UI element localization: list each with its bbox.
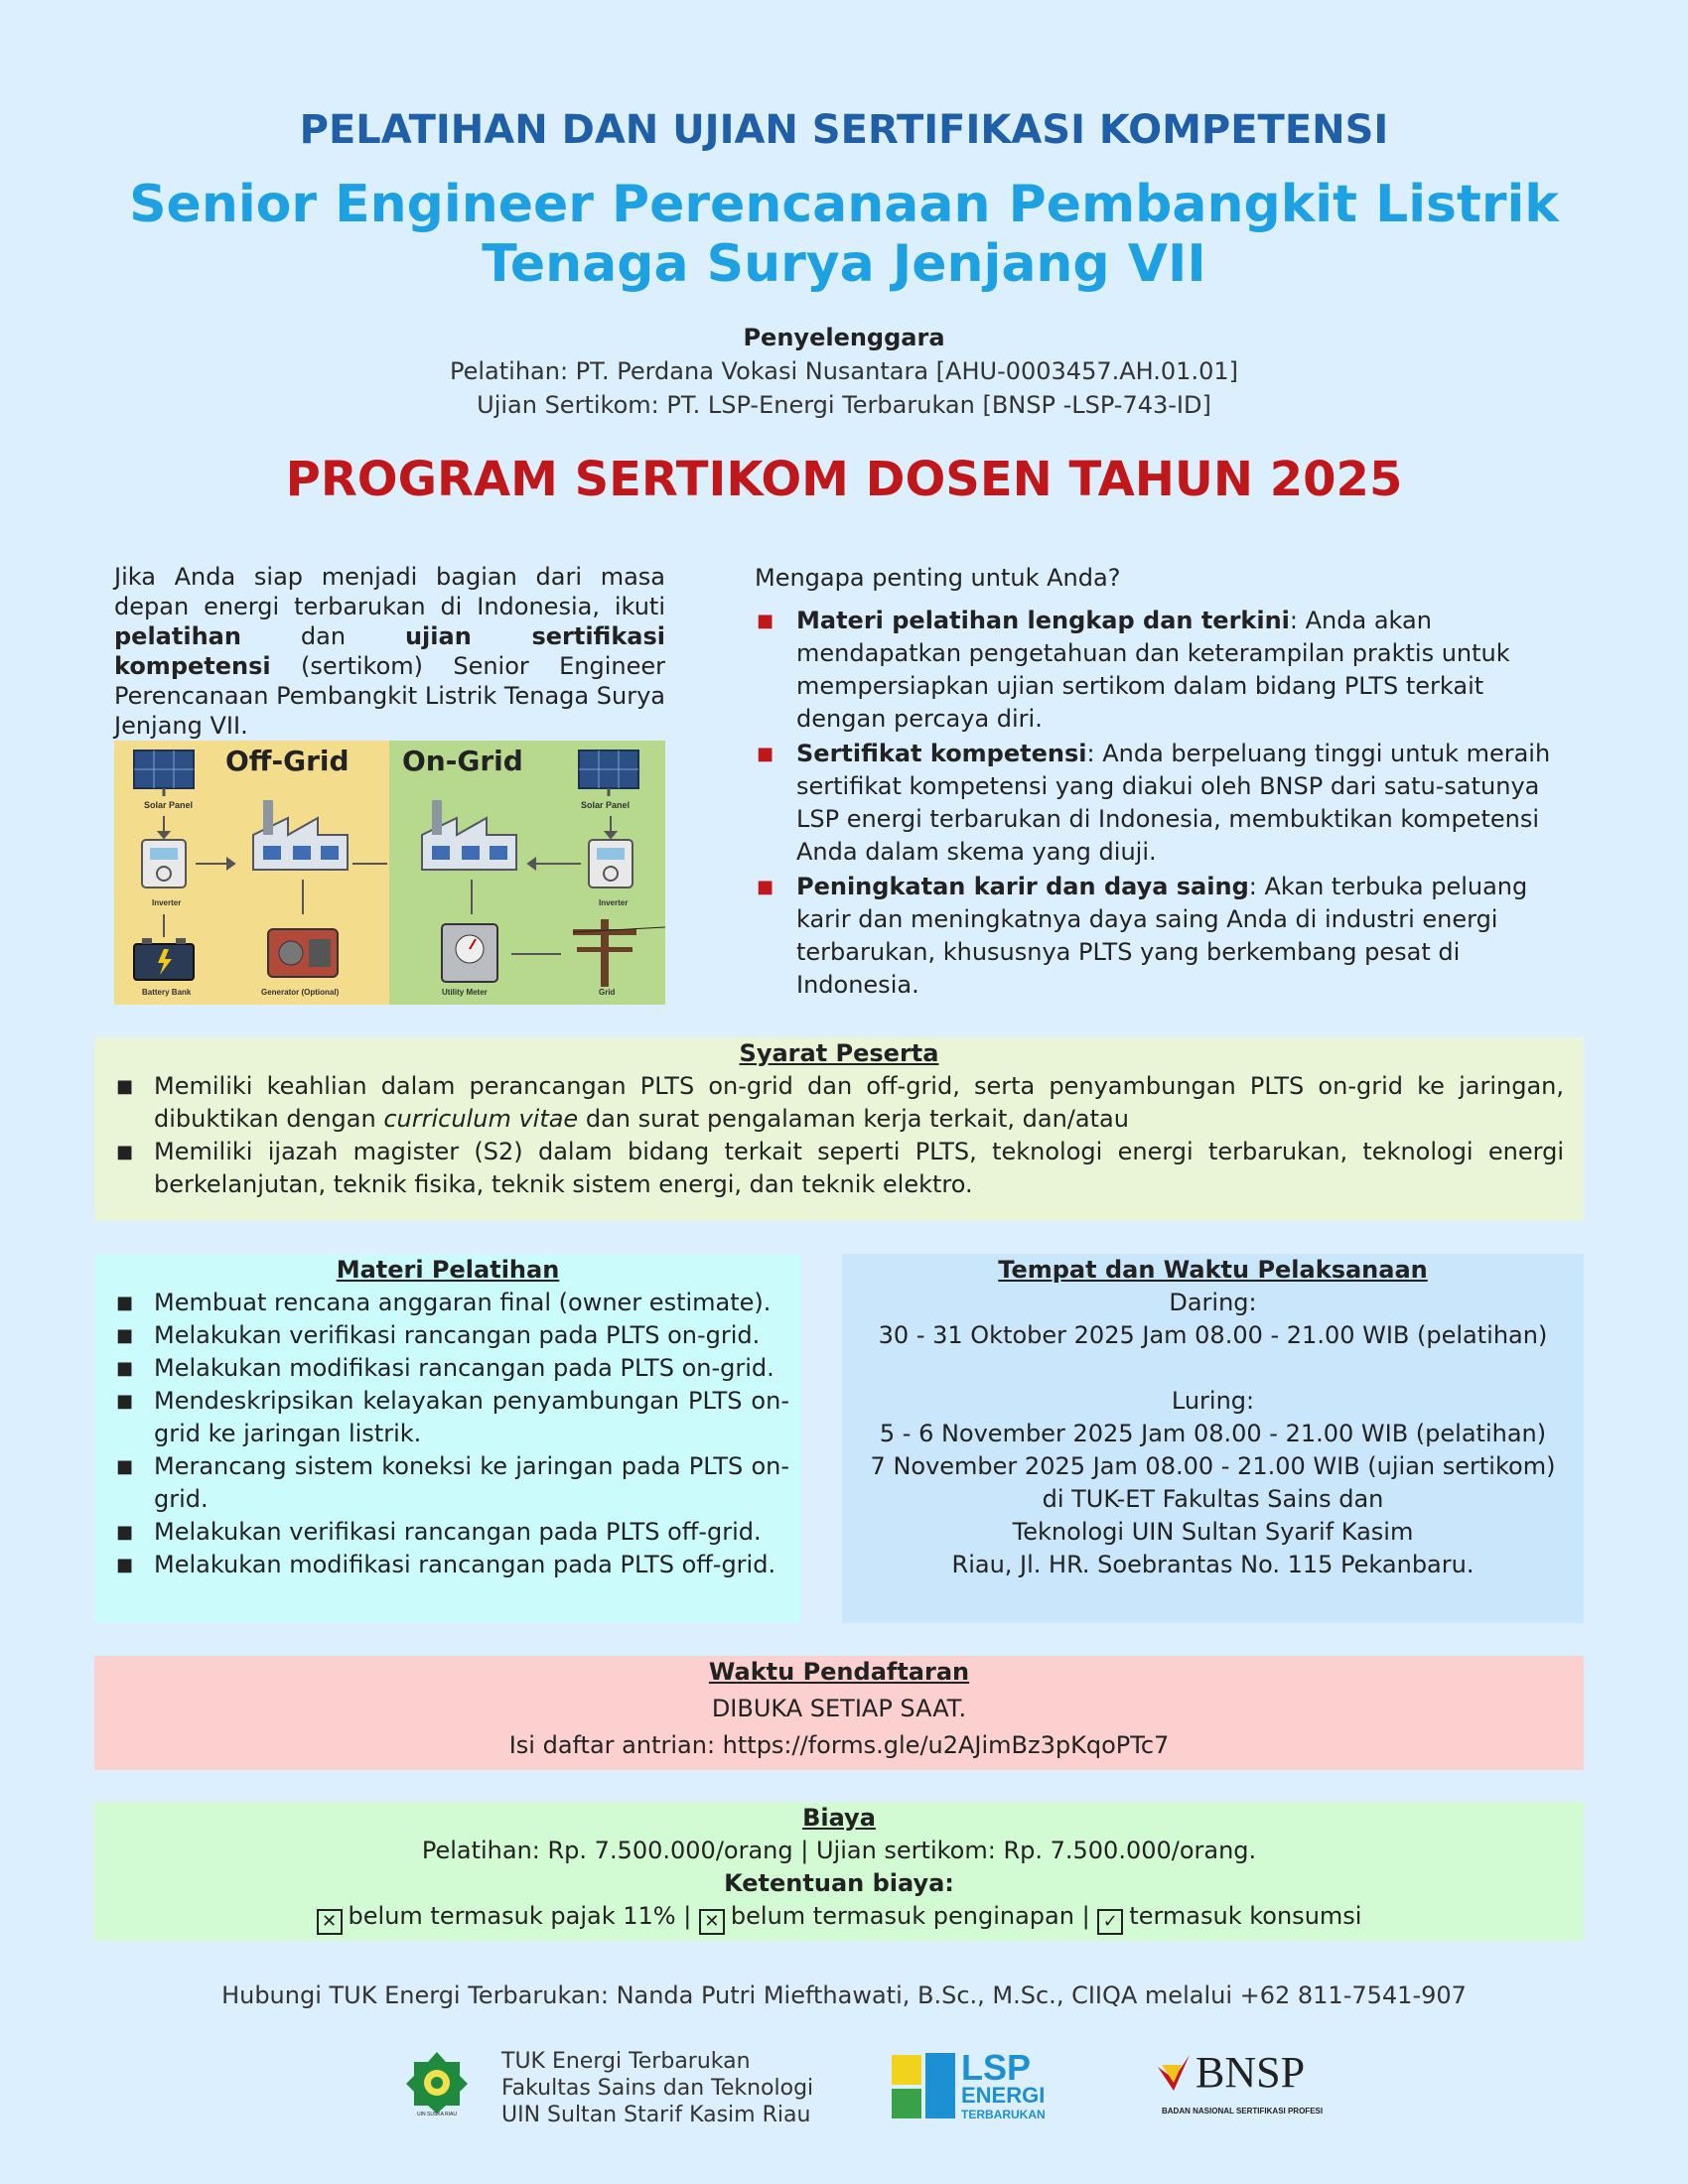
- fee-term-meals: termasuk konsumsi: [1129, 1902, 1362, 1930]
- why-item-text: : Anda akan mendapatkan pengetahuan dan keterampilan praktis untuk mempersiapkan ujian sertikom dalam bidang PLTS terkait dengan percaya diri.: [796, 607, 1510, 733]
- solar-panel-left-label: Solar Panel: [144, 800, 194, 810]
- inverter-icon: [142, 840, 186, 887]
- square-bullet-icon: ■: [757, 611, 774, 631]
- training-material-box: [94, 1254, 801, 1623]
- x-box-icon: ✕: [317, 1909, 343, 1935]
- online-label: Daring:: [1169, 1289, 1257, 1316]
- battery-label: Battery Bank: [142, 988, 192, 997]
- main-title: [0, 175, 1688, 294]
- material-text: Melakukan verifikasi rancangan pada PLTS off-grid.: [154, 1518, 762, 1546]
- tuk-university: UIN Sultan Starif Kasim Riau: [501, 2103, 811, 2127]
- lsp-logo: [892, 2047, 1080, 2124]
- main-title-line2: Tenaga Surya Jenjang VII: [482, 234, 1206, 294]
- requirement-text: dan surat pengalaman kerja terkait, dan/atau: [578, 1105, 1129, 1133]
- fee-term-separator: |: [675, 1902, 699, 1930]
- registration-box: [94, 1656, 1584, 1770]
- bnsp-logo-sub: BADAN NASIONAL SERTIFIKASI PROFESI: [1162, 2107, 1324, 2116]
- check-box-icon: ✓: [1097, 1909, 1123, 1935]
- material-item: [94, 1352, 789, 1385]
- intro-paragraph: [114, 562, 665, 741]
- main-title-line1: Senior Engineer Perencanaan Pembangkit Listrik: [129, 175, 1559, 234]
- why-item-text: : Akan terbuka peluang karir dan meningkatnya daya saing Anda di industri energi terbarukan, khususnya PLTS yang berkembang pesat di Indonesia.: [796, 873, 1528, 999]
- why-list: [755, 605, 1579, 1002]
- material-item: [94, 1450, 789, 1516]
- square-bullet-icon: ■: [116, 1522, 134, 1543]
- why-heading: Mengapa penting untuk Anda?: [755, 564, 1121, 592]
- material-item: [94, 1287, 789, 1319]
- offline-label: Luring:: [1171, 1387, 1255, 1415]
- material-item: [94, 1549, 789, 1581]
- material-text: Merancang sistem koneksi ke jaringan pada PLTS on-grid.: [154, 1452, 789, 1513]
- program-title: PROGRAM SERTIKOM DOSEN TAHUN 2025: [285, 452, 1403, 507]
- lsp-logo-top: LSP: [961, 2047, 1032, 2088]
- intro-text-1: Jika Anda siap menjadi bagian dari masa depan energi terbarukan di Indonesia, ikuti: [114, 563, 665, 620]
- bnsp-emblem-icon: [1154, 2051, 1194, 2095]
- bnsp-logo: [1154, 2048, 1352, 2122]
- square-bullet-icon: ■: [116, 1358, 134, 1379]
- offgrid-ongrid-diagram: [114, 741, 665, 1005]
- fee-amounts: Pelatihan: Rp. 7.500.000/orang | Ujian sertikom: Rp. 7.500.000/orang.: [421, 1837, 1257, 1864]
- organizer-block: [0, 321, 1688, 422]
- why-item: [755, 605, 1579, 736]
- material-text: Melakukan modifikasi rancangan pada PLTS on-grid.: [154, 1354, 774, 1382]
- requirements-list: [94, 1070, 1584, 1201]
- tuk-footer-text: [501, 2048, 813, 2128]
- square-bullet-icon: ■: [757, 744, 774, 764]
- organizer-exam: Ujian Sertikom: PT. LSP-Energi Terbarukan [BNSP -LSP-743-ID]: [477, 391, 1211, 419]
- requirement-text: Memiliki keahlian dalam perancangan PLTS on-grid dan off-grid, serta penyambungan PLTS on-grid ke jaringan, dibuktikan dengan: [154, 1072, 1564, 1133]
- why-section: [755, 562, 1579, 1004]
- tuk-faculty: Fakultas Sains dan Teknologi: [501, 2076, 814, 2101]
- offline-date-training: 5 - 6 November 2025 Jam 08.00 - 21.00 WIB (pelatihan): [879, 1420, 1547, 1447]
- why-item-bold: Sertifikat kompetensi: [796, 740, 1087, 767]
- fee-terms-label: Ketentuan biaya:: [724, 1869, 954, 1897]
- lsp-logo-bot: TERBARUKAN: [961, 2108, 1046, 2121]
- offline-venue-line3: Riau, Jl. HR. Soebrantas No. 115 Pekanbaru.: [951, 1551, 1475, 1578]
- inverter-icon: [589, 840, 633, 887]
- organizer-label: Penyelenggara: [743, 324, 945, 351]
- fee-terms: [94, 1900, 1584, 1935]
- why-item-bold: Peningkatan karir dan daya saing: [796, 873, 1249, 900]
- utility-meter-label: Utility Meter: [442, 988, 488, 997]
- top-title: PELATIHAN DAN UJIAN SERTIFIKASI KOMPETENSI: [299, 107, 1389, 153]
- venue-schedule-title: Tempat dan Waktu Pelaksanaan: [998, 1256, 1428, 1284]
- online-date: 30 - 31 Oktober 2025 Jam 08.00 - 21.00 WIB (pelatihan): [878, 1321, 1548, 1349]
- requirement-item: [94, 1136, 1564, 1201]
- square-bullet-icon: ■: [116, 1293, 134, 1313]
- square-bullet-icon: ■: [116, 1325, 134, 1346]
- square-bullet-icon: ■: [116, 1142, 134, 1162]
- square-bullet-icon: ■: [116, 1076, 134, 1097]
- venue-schedule-box: [842, 1254, 1584, 1623]
- intro-bold-1: pelatihan: [114, 622, 241, 650]
- requirement-item: [94, 1070, 1564, 1136]
- material-text: Mendeskripsikan kelayakan penyambungan PLTS on-grid ke jaringan listrik.: [154, 1387, 789, 1447]
- material-text: Melakukan modifikasi rancangan pada PLTS off-grid.: [154, 1551, 776, 1578]
- offline-venue-line1: di TUK-ET Fakultas Sains dan: [1042, 1485, 1384, 1513]
- organizer-training: Pelatihan: PT. Perdana Vokasi Nusantara [AHU-0003457.AH.01.01]: [450, 357, 1238, 385]
- intro-text-3: (sertikom) Senior Engineer Perencanaan Pembangkit Listrik Tenaga Surya Jenjang VII.: [114, 652, 665, 740]
- uin-logo-text: UIN SUSKA RIAU: [416, 2112, 457, 2117]
- fee-term-lodging: belum termasuk penginapan: [730, 1902, 1074, 1930]
- material-text: Membuat rencana anggaran final (owner estimate).: [154, 1289, 772, 1316]
- registration-link[interactable]: Isi daftar antrian: https://forms.gle/u2AJimBz3pKqoPTc7: [508, 1731, 1170, 1759]
- material-item: [94, 1385, 789, 1450]
- square-bullet-icon: ■: [116, 1456, 134, 1477]
- requirement-text: Memiliki ijazah magister (S2) dalam bidang terkait seperti PLTS, teknologi energi terbarukan, teknologi energi berkelanjutan, teknik fisika, teknik sistem energi, dan teknik elektro.: [154, 1138, 1564, 1198]
- registration-title: Waktu Pendaftaran: [708, 1658, 970, 1686]
- training-material-list: [94, 1287, 801, 1581]
- bnsp-logo-text: BNSP: [1196, 2048, 1306, 2097]
- inverter-left-label: Inverter: [152, 898, 182, 907]
- why-item-text: : Anda berpeluang tinggi untuk meraih sertifikat kompetensi yang diakui oleh BNSP dari satu-satunya LSP energi terbarukan di Indonesia, membuktikan kompetensi Anda dalam skema yang diuji.: [796, 740, 1551, 866]
- why-item-bold: Materi pelatihan lengkap dan terkini: [796, 607, 1290, 634]
- fee-title: Biaya: [802, 1804, 876, 1832]
- x-box-icon: ✕: [699, 1909, 725, 1935]
- generator-label: Generator (Optional): [261, 988, 340, 997]
- square-bullet-icon: ■: [116, 1555, 134, 1575]
- tuk-name: TUK Energi Terbarukan: [501, 2049, 751, 2074]
- uin-logo: [402, 2048, 472, 2119]
- registration-open: DIBUKA SETIAP SAAT.: [711, 1695, 967, 1722]
- lsp-logo-mid: ENERGI: [961, 2083, 1046, 2108]
- battery-icon: [134, 938, 194, 980]
- lsp-leaf-icon: [892, 2089, 921, 2118]
- offline-venue-line2: Teknologi UIN Sultan Syarif Kasim: [1012, 1518, 1414, 1546]
- requirements-title: Syarat Peserta: [739, 1039, 939, 1067]
- lsp-wind-icon: [925, 2053, 955, 2118]
- fee-term-tax: belum termasuk pajak 11%: [348, 1902, 676, 1930]
- intro-text-2: dan: [240, 622, 405, 650]
- ongrid-label: On-Grid: [402, 745, 523, 777]
- why-item: [755, 871, 1579, 1002]
- utility-meter-icon: [442, 924, 497, 982]
- generator-icon: [268, 929, 338, 977]
- material-text: Melakukan verifikasi rancangan pada PLTS on-grid.: [154, 1321, 761, 1349]
- offline-date-exam: 7 November 2025 Jam 08.00 - 21.00 WIB (ujian sertikom): [870, 1452, 1556, 1480]
- square-bullet-icon: ■: [757, 877, 774, 897]
- training-material-title: Materi Pelatihan: [336, 1256, 560, 1284]
- offgrid-label: Off-Grid: [225, 745, 350, 777]
- fee-box: [94, 1802, 1584, 1941]
- material-item: [94, 1516, 789, 1549]
- requirements-box: [94, 1037, 1584, 1221]
- requirement-italic: curriculum vitae: [383, 1105, 579, 1133]
- fee-term-separator: |: [1073, 1902, 1098, 1930]
- why-item: [755, 738, 1579, 869]
- solar-panel-right-label: Solar Panel: [581, 800, 631, 810]
- contact-line: Hubungi TUK Energi Terbarukan: Nanda Putri Miefthawati, B.Sc., M.Sc., CIIQA melalui +62 811-7541-907: [221, 1981, 1467, 2009]
- intro-bold-2: ujian sertifikasi kompetensi: [114, 622, 665, 680]
- square-bullet-icon: ■: [116, 1391, 134, 1412]
- grid-label: Grid: [599, 988, 616, 997]
- material-item: [94, 1319, 789, 1352]
- lsp-sun-icon: [892, 2055, 921, 2085]
- inverter-right-label: Inverter: [599, 898, 629, 907]
